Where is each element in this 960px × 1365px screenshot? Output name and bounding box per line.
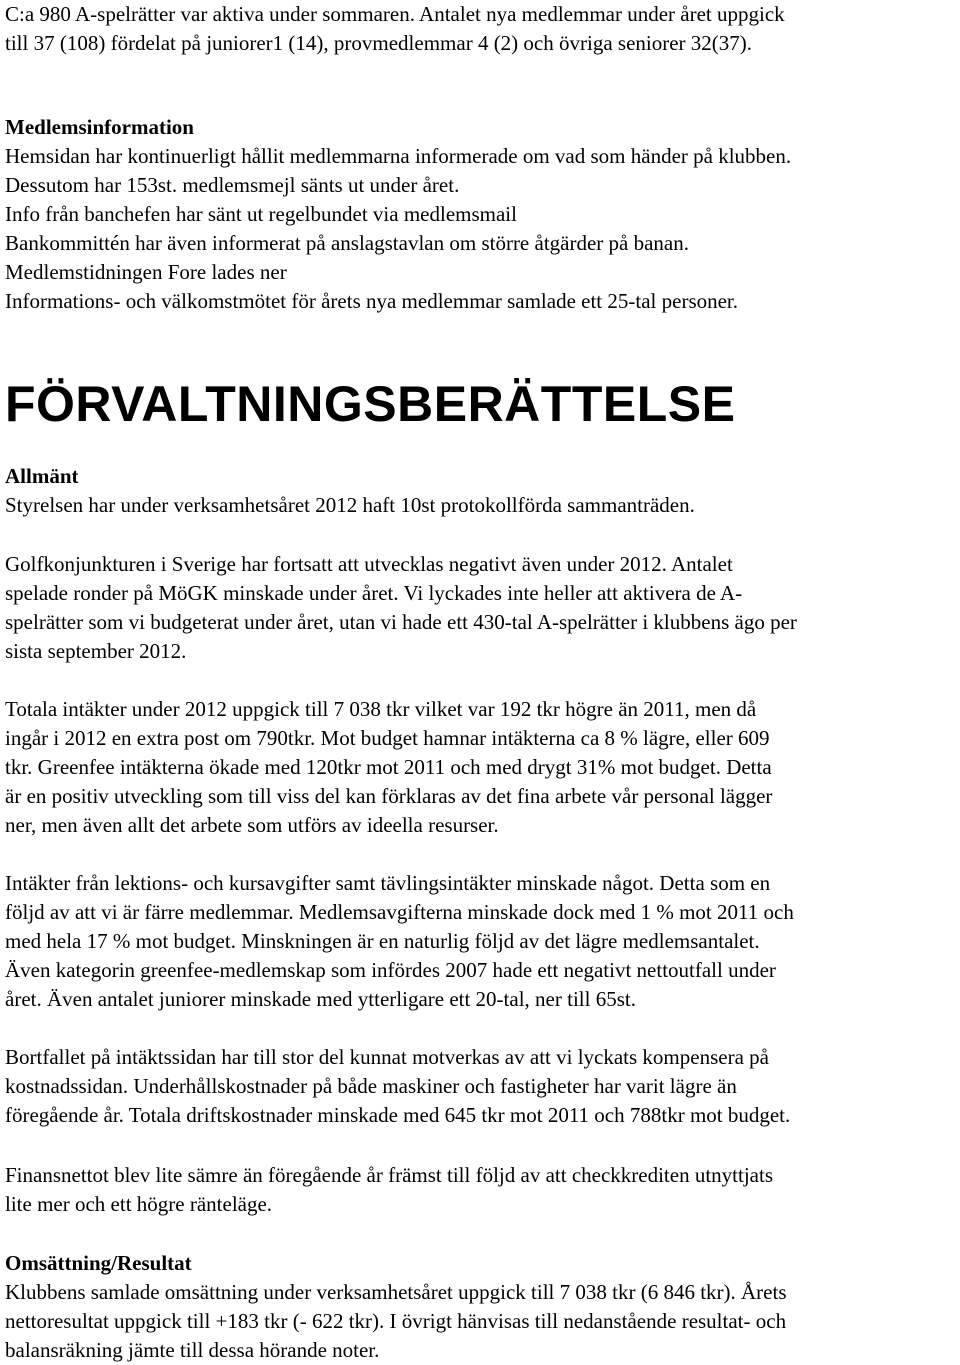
member-info-section [5, 113, 957, 316]
text-line: Styrelsen har under verksamhetsåret 2012 haft 10st protokollförda sammanträden. [5, 493, 695, 517]
text-line: året. Även antalet juniorer minskade med ytterligare ett 20-tal, ner till 65st. [5, 987, 636, 1011]
text-line: nettoresultat uppgick till +183 tkr (- 622 tkr). I övrigt hänvisas till nedanstående resultat- och [5, 1309, 787, 1333]
paragraph-golf-economy [5, 550, 957, 666]
text-line: balansräkning jämte till dessa hörande noter. [5, 1338, 380, 1362]
text-line: Hemsidan har kontinuerligt hållit medlemmarna informerade om vad som händer på klubben. [5, 144, 792, 168]
text-line: sista september 2012. [5, 639, 187, 663]
paragraph-fees [5, 869, 957, 1014]
text-line: Dessutom har 153st. medlemsmejl sänts ut under året. [5, 173, 460, 197]
text-line: Finansnettot blev lite sämre än föregående år främst till följd av att checkkrediten utnyttjats [5, 1163, 773, 1187]
intro-paragraph [5, 0, 957, 58]
paragraph-costs [5, 1043, 957, 1130]
text-line: C:a 980 A-spelrätter var aktiva under sommaren. Antalet nya medlemmar under året uppgick [5, 2, 785, 26]
text-line: lite mer och ett högre ränteläge. [5, 1192, 273, 1216]
section-heading: Omsättning/Resultat [5, 1251, 192, 1275]
text-line: kostnadssidan. Underhållskostnader på både maskiner och fastigheter har varit lägre än [5, 1074, 737, 1098]
text-line: Bankommittén har även informerat på anslagstavlan om större åtgärder på banan. [5, 231, 689, 255]
text-line: spelrätter som vi budgeterat under året, utan vi hade ett 430-tal A-spelrätter i klubbens ägo per [5, 610, 797, 634]
text-line: Informations- och välkomstmötet för årets nya medlemmar samlade ett 25-tal personer. [5, 289, 739, 313]
text-line: med hela 17 % mot budget. Minskningen är en naturlig följd av det lägre medlemsantalet. [5, 929, 760, 953]
text-line: ingår i 2012 en extra post om 790tkr. Mot budget hamnar intäkterna ca 8 % lägre, eller 609 [5, 726, 770, 750]
text-line: Info från banchefen har sänt ut regelbundet via medlemsmail [5, 202, 517, 226]
text-line: Intäkter från lektions- och kursavgifter samt tävlingsintäkter minskade något. Detta som en [5, 871, 771, 895]
text-line: tkr. Greenfee intäkterna ökade med 120tkr mot 2011 och med drygt 31% mot budget. Detta [5, 755, 772, 779]
text-line: till 37 (108) fördelat på juniorer1 (14), provmedlemmar 4 (2) och övriga seniorer 32(37). [5, 31, 753, 55]
general-section [5, 462, 957, 520]
text-line: Medlemstidningen Fore lades ner [5, 260, 287, 284]
section-heading: Allmänt [5, 464, 79, 488]
text-line: Golfkonjunkturen i Sverige har fortsatt att utvecklas negativt även under 2012. Antalet [5, 552, 733, 576]
section-heading: Medlemsinformation [5, 115, 194, 139]
text-line: föregående år. Totala driftskostnader minskade med 645 tkr mot 2011 och 788tkr mot budget. [5, 1103, 791, 1127]
text-line: ner, men även allt det arbete som utförs av ideella resurser. [5, 813, 499, 837]
paragraph-revenue [5, 695, 957, 840]
text-line: följd av att vi är färre medlemmar. Medlemsavgifterna minskade dock med 1 % mot 2011 och [5, 900, 794, 924]
text-line: Bortfallet på intäktssidan har till stor del kunnat motverkas av att vi lyckats kompensera på [5, 1045, 769, 1069]
text-line: är en positiv utveckling som till viss del kan förklaras av det fina arbete vår personal lägger [5, 784, 773, 808]
turnover-result-section [5, 1249, 957, 1365]
paragraph-finance [5, 1161, 957, 1219]
text-line: Totala intäkter under 2012 uppgick till 7 038 tkr vilket var 192 tkr högre än 2011, men då [5, 697, 757, 721]
text-line: spelade ronder på MöGK minskade under året. Vi lyckades inte heller att aktivera de A- [5, 581, 743, 605]
text-line: Klubbens samlade omsättning under verksamhetsåret uppgick till 7 038 tkr (6 846 tkr). Årets [5, 1280, 787, 1304]
page-title: FÖRVALTNINGSBERÄTTELSE [5, 376, 736, 432]
text-line: Även kategorin greenfee-medlemskap som infördes 2007 hade ett negativt nettoutfall under [5, 958, 776, 982]
